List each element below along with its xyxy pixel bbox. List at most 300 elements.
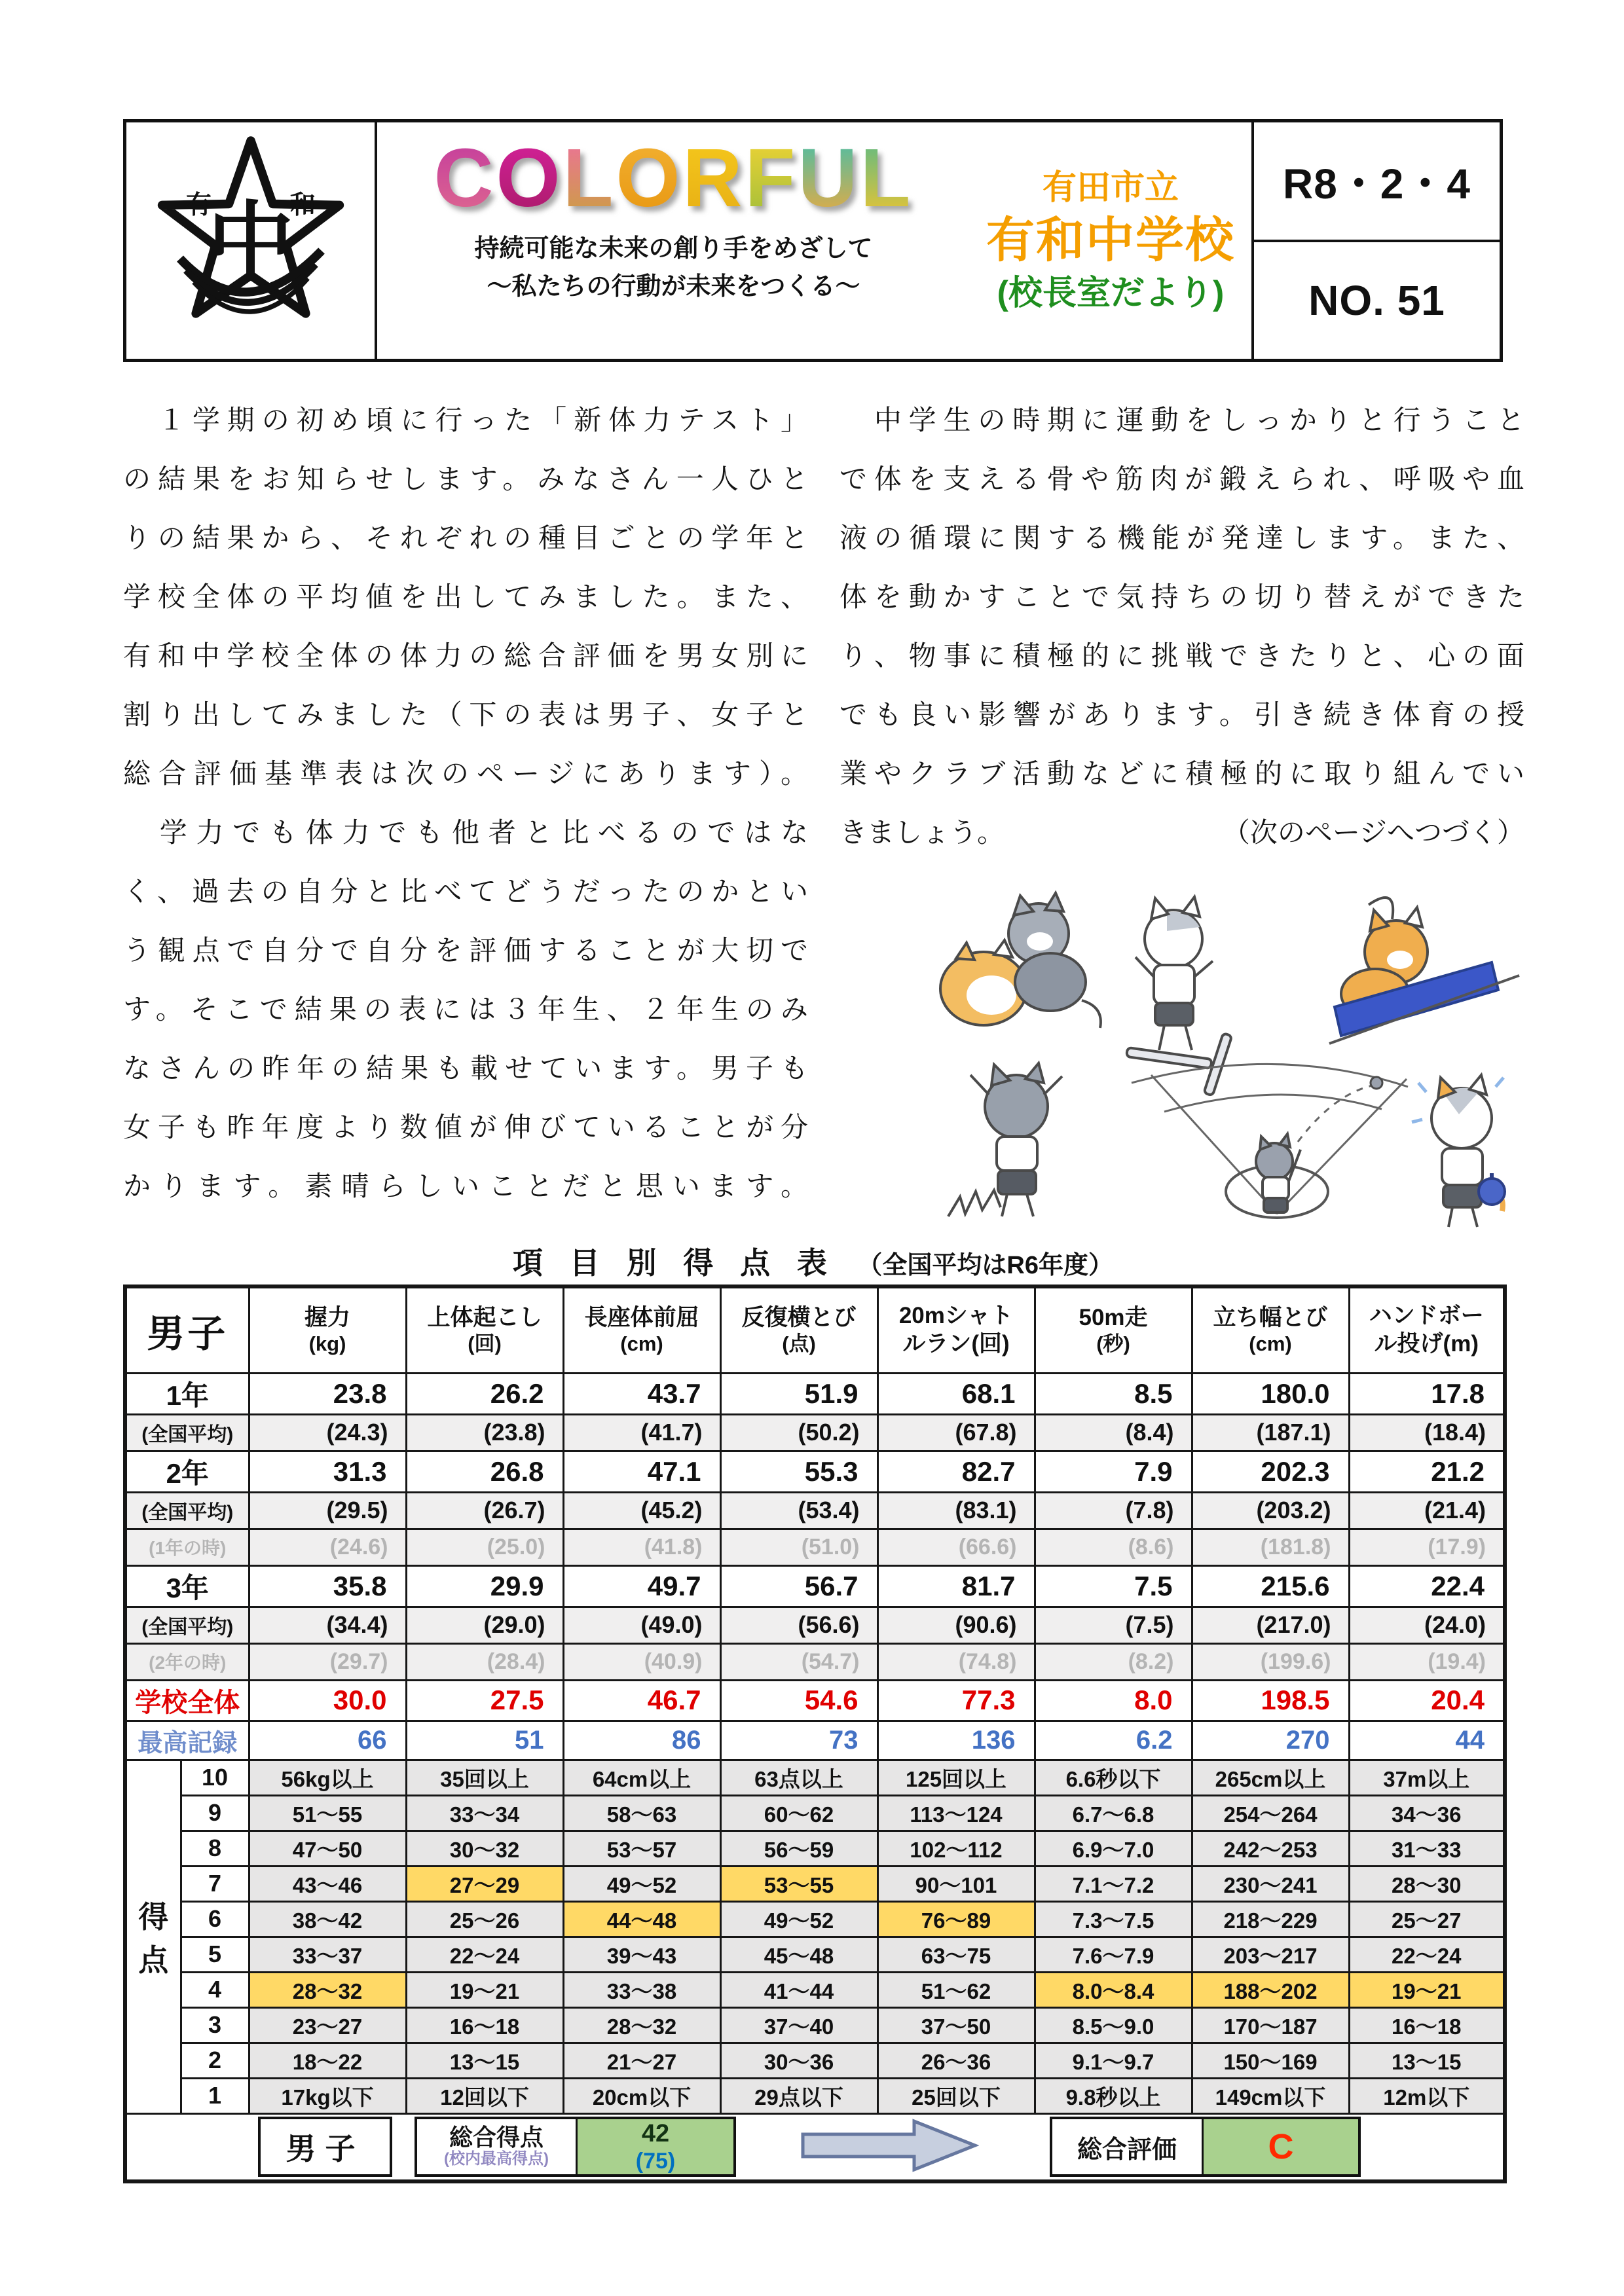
score-range-cell: 7.3～7.5 — [1035, 1901, 1192, 1937]
article-line: り、物事に積極的に挑戦できたりと、心の面 — [840, 642, 1524, 672]
score-table — [123, 1285, 1507, 2183]
score-range-cell: 27～29 — [406, 1866, 563, 1901]
result-cell: 7.5 — [1035, 1565, 1192, 1607]
masthead — [123, 119, 1503, 362]
result-cell: (56.6) — [720, 1607, 877, 1643]
overall-grade: C — [1202, 2119, 1358, 2174]
result-cell: 23.8 — [249, 1373, 406, 1414]
score-range-cell: 90～101 — [877, 1866, 1035, 1901]
result-cell: (83.1) — [877, 1492, 1035, 1529]
score-range-cell: 21～27 — [563, 2043, 720, 2078]
score-section-label — [125, 1760, 181, 2113]
result-cell: 46.7 — [563, 1680, 720, 1721]
result-cell: 21.2 — [1349, 1451, 1505, 1492]
score-range-cell: 38～42 — [249, 1901, 406, 1937]
score-range-cell: 49～52 — [720, 1901, 877, 1937]
result-cell: (24.3) — [249, 1414, 406, 1451]
summary-score-box — [415, 2117, 736, 2177]
result-cell: (21.4) — [1349, 1492, 1505, 1529]
score-range-cell: 203～217 — [1192, 1937, 1349, 1972]
school-name: 有和中学校 — [986, 213, 1235, 268]
result-cell: 43.7 — [563, 1373, 720, 1414]
result-cell: 86 — [563, 1721, 720, 1760]
column-header-unit: (cm) — [620, 1332, 663, 1356]
result-cell: 82.7 — [877, 1451, 1035, 1492]
result-cell: (23.8) — [406, 1414, 563, 1451]
score-range-cell: 60～62 — [720, 1795, 877, 1831]
column-header-name: ハンドボー — [1369, 1303, 1484, 1329]
score-range-cell: 37～40 — [720, 2007, 877, 2043]
column-header — [1035, 1286, 1192, 1373]
column-header-name: 反復横とび — [741, 1304, 857, 1330]
column-header — [720, 1286, 877, 1373]
result-cell: (45.2) — [563, 1492, 720, 1529]
row-label: 3年 — [125, 1565, 249, 1607]
row-label: (全国平均) — [125, 1414, 249, 1451]
column-header-name: 立ち幅とび — [1213, 1304, 1328, 1330]
score-range-cell: 17kg以下 — [249, 2078, 406, 2113]
score-range-cell: 242～253 — [1192, 1831, 1349, 1866]
row-label: 学校全体 — [125, 1680, 249, 1721]
score-value: 2 — [181, 2043, 249, 2078]
title-letter: L — [860, 132, 913, 224]
result-cell: (24.0) — [1349, 1607, 1505, 1643]
column-header — [1349, 1286, 1505, 1373]
continue-note: （次のページへつづく） — [1222, 818, 1524, 848]
result-cell: 49.7 — [563, 1565, 720, 1607]
article-line: の結果をお知らせします。みなさん一人ひと — [123, 465, 808, 495]
score-row — [125, 2078, 1505, 2113]
star-logo-icon — [149, 133, 352, 349]
score-range-cell: 30～32 — [406, 1831, 563, 1866]
article-right-column — [840, 392, 1524, 863]
score-range-cell: 39～43 — [563, 1937, 720, 1972]
row-label: 1年 — [125, 1373, 249, 1414]
table-title: 項 目 別 得 点 表 — [513, 1246, 836, 1280]
article-line: １学期の初め頃に行った「新体力テスト」 — [123, 406, 808, 436]
row-label: (全国平均) — [125, 1607, 249, 1643]
score-range-cell: 6.7～6.8 — [1035, 1795, 1192, 1831]
score-range-cell: 230～241 — [1192, 1866, 1349, 1901]
title-letter: R — [682, 132, 745, 224]
result-cell: 202.3 — [1192, 1451, 1349, 1492]
article-line: 中学生の時期に運動をしっかりと行うこと — [840, 406, 1524, 436]
newsletter-title-block — [377, 122, 970, 359]
result-cell: (51.0) — [720, 1529, 877, 1565]
column-header-name: 握力 — [304, 1304, 351, 1330]
column-header-unit: ル投げ(m) — [1374, 1330, 1479, 1357]
score-row — [125, 1795, 1505, 1831]
result-cell: (217.0) — [1192, 1607, 1349, 1643]
result-cell: (66.6) — [877, 1529, 1035, 1565]
article-line: う観点で自分で自分を評価することが大切で — [123, 936, 808, 966]
slogan — [474, 230, 872, 307]
right-arrow-icon — [799, 2117, 979, 2177]
title-letter: C — [434, 132, 496, 224]
result-cell: (199.6) — [1192, 1643, 1349, 1680]
score-value: 9 — [181, 1795, 249, 1831]
result-row — [125, 1721, 1505, 1760]
score-range-cell: 41～44 — [720, 1972, 877, 2007]
result-cell: (29.5) — [249, 1492, 406, 1529]
article-line: 業やクラブ活動などに積極的に取り組んでい — [840, 759, 1524, 790]
result-cell: (28.4) — [406, 1643, 563, 1680]
score-range-cell: 33～38 — [563, 1972, 720, 2007]
result-cell: (17.9) — [1349, 1529, 1505, 1565]
score-range-cell: 28～32 — [249, 1972, 406, 2007]
result-row — [125, 1607, 1505, 1643]
result-cell: 54.6 — [720, 1680, 877, 1721]
score-row — [125, 1972, 1505, 2007]
column-header-name: 上体起こし — [427, 1304, 542, 1330]
result-cell: (8.2) — [1035, 1643, 1192, 1680]
result-cell: (8.4) — [1035, 1414, 1192, 1451]
result-row — [125, 1451, 1505, 1492]
score-range-cell: 51～62 — [877, 1972, 1035, 2007]
logo-char-right: 和 — [289, 191, 316, 219]
score-value: 8 — [181, 1831, 249, 1866]
score-range-cell: 8.0～8.4 — [1035, 1972, 1192, 2007]
score-range-cell: 8.5～9.0 — [1035, 2007, 1192, 2043]
result-cell: 66 — [249, 1721, 406, 1760]
column-header-unit: (秒) — [1096, 1332, 1130, 1356]
score-range-cell: 35回以上 — [406, 1760, 563, 1795]
score-range-cell: 188～202 — [1192, 1972, 1349, 2007]
article-line: 液の循環に関する機能が発達します。また、 — [840, 524, 1524, 554]
result-cell: (25.0) — [406, 1529, 563, 1565]
result-cell: (8.6) — [1035, 1529, 1192, 1565]
result-cell: 22.4 — [1349, 1565, 1505, 1607]
score-range-cell: 43～46 — [249, 1866, 406, 1901]
score-row — [125, 1937, 1505, 1972]
score-range-cell: 56kg以上 — [249, 1760, 406, 1795]
score-table-body — [125, 1286, 1505, 2181]
article-line — [840, 804, 1524, 863]
summary-score-value — [576, 2119, 733, 2174]
score-row — [125, 2007, 1505, 2043]
result-row — [125, 1373, 1505, 1414]
score-range-cell: 6.9～7.0 — [1035, 1831, 1192, 1866]
result-cell: 68.1 — [877, 1373, 1035, 1414]
column-header-name: 50m走 — [1079, 1304, 1148, 1330]
newsletter-title — [434, 126, 913, 230]
column-header-name: 長座体前屈 — [584, 1304, 699, 1330]
result-cell: 81.7 — [877, 1565, 1035, 1607]
score-range-cell: 7.6～7.9 — [1035, 1937, 1192, 1972]
office-note: (校長室だより) — [997, 274, 1225, 312]
score-range-cell: 18～22 — [249, 2043, 406, 2078]
result-cell: (40.9) — [563, 1643, 720, 1680]
article-line-text: きましょう。 — [840, 818, 1005, 848]
article-line: かります。素晴らしいことだと思います。 — [123, 1172, 808, 1202]
column-header-unit: (回) — [468, 1332, 502, 1356]
score-range-cell: 102～112 — [877, 1831, 1035, 1866]
score-value: 10 — [181, 1760, 249, 1795]
score-range-cell: 22～24 — [1349, 1937, 1505, 1972]
row-label: (全国平均) — [125, 1492, 249, 1529]
score-row — [125, 1760, 1505, 1795]
table-title-row — [123, 1239, 1503, 1283]
result-cell: 20.4 — [1349, 1680, 1505, 1721]
row-label: 2年 — [125, 1451, 249, 1492]
result-cell: 30.0 — [249, 1680, 406, 1721]
score-range-cell: 33～34 — [406, 1795, 563, 1831]
result-cell: 8.5 — [1035, 1373, 1192, 1414]
result-cell: (26.7) — [406, 1492, 563, 1529]
article-line: りの結果から、それぞれの種目ごとの学年と — [123, 524, 808, 554]
result-cell: 6.2 — [1035, 1721, 1192, 1760]
article-line: 有和中学校全体の体力の総合評価を男女別に — [123, 642, 808, 672]
score-range-cell: 64cm以上 — [563, 1760, 720, 1795]
result-cell: 73 — [720, 1721, 877, 1760]
result-cell: (24.6) — [249, 1529, 406, 1565]
result-cell: (34.4) — [249, 1607, 406, 1643]
score-range-cell: 29点以下 — [720, 2078, 877, 2113]
column-header — [877, 1286, 1035, 1373]
summary-eval-title: 総合評価 — [1052, 2119, 1202, 2174]
result-row — [125, 1643, 1505, 1680]
result-cell: 180.0 — [1192, 1373, 1349, 1414]
result-cell: 56.7 — [720, 1565, 877, 1607]
summary-score-subtitle: (校内最高得点) — [444, 2149, 549, 2168]
score-section-char: 得 — [138, 1900, 169, 1934]
summary-cell — [125, 2113, 1505, 2181]
score-range-cell: 25～27 — [1349, 1901, 1505, 1937]
result-cell: (18.4) — [1349, 1414, 1505, 1451]
score-range-cell: 19～21 — [1349, 1972, 1505, 2007]
summary-score-label — [417, 2119, 576, 2174]
score-range-cell: 23～27 — [249, 2007, 406, 2043]
article-line: で体を支える骨や筋肉が鍛えられ、呼吸や血 — [840, 465, 1524, 495]
column-header-unit: (点) — [782, 1332, 816, 1356]
summary-row — [125, 2113, 1505, 2181]
result-cell: 7.9 — [1035, 1451, 1192, 1492]
article-line: す。そこで結果の表には３年生、２年生のみ — [123, 995, 808, 1025]
score-range-cell: 44～48 — [563, 1901, 720, 1937]
logo-char-center: 中 — [207, 194, 294, 291]
summary-eval-box — [1050, 2117, 1361, 2177]
result-row — [125, 1680, 1505, 1721]
result-cell: (29.0) — [406, 1607, 563, 1643]
result-cell: (41.8) — [563, 1529, 720, 1565]
column-header — [406, 1286, 563, 1373]
score-range-cell: 51～55 — [249, 1795, 406, 1831]
table-title-note: （全国平均はR6年度） — [857, 1252, 1113, 1279]
result-cell: (90.6) — [877, 1607, 1035, 1643]
score-range-cell: 150～169 — [1192, 2043, 1349, 2078]
total-score: 42 — [641, 2119, 670, 2147]
score-range-cell: 265cm以上 — [1192, 1760, 1349, 1795]
result-cell: (187.1) — [1192, 1414, 1349, 1451]
result-cell: (29.7) — [249, 1643, 406, 1680]
score-section-label-chars — [127, 1854, 180, 2019]
score-range-cell: 6.6秒以下 — [1035, 1760, 1192, 1795]
result-cell: 55.3 — [720, 1451, 877, 1492]
title-letter: L — [563, 132, 616, 224]
result-row — [125, 1529, 1505, 1565]
summary-group-label: 男子 — [258, 2117, 392, 2177]
score-value: 5 — [181, 1937, 249, 1972]
score-range-cell: 63～75 — [877, 1937, 1035, 1972]
result-cell: 17.8 — [1349, 1373, 1505, 1414]
score-range-cell: 12回以下 — [406, 2078, 563, 2113]
column-header-unit: (kg) — [308, 1332, 346, 1356]
column-header-name: 20mシャト — [898, 1303, 1014, 1329]
score-range-cell: 19～21 — [406, 1972, 563, 2007]
score-range-cell: 113～124 — [877, 1795, 1035, 1831]
result-row — [125, 1492, 1505, 1529]
result-row — [125, 1565, 1505, 1607]
score-value: 4 — [181, 1972, 249, 2007]
score-row — [125, 1831, 1505, 1866]
result-cell: 215.6 — [1192, 1565, 1349, 1607]
article-line: でも良い影響があります。引き続き体育の授 — [840, 701, 1524, 731]
row-label: (1年の時) — [125, 1529, 249, 1565]
column-header — [563, 1286, 720, 1373]
article-line: 体を動かすことで気持ちの切り替えができた — [840, 583, 1524, 613]
result-cell: (54.7) — [720, 1643, 877, 1680]
column-header — [249, 1286, 406, 1373]
score-range-cell: 63点以上 — [720, 1760, 877, 1795]
article-line: 女子も昨年度より数値が伸びていることが分 — [123, 1113, 808, 1143]
score-range-cell: 25回以下 — [877, 2078, 1035, 2113]
score-range-cell: 45～48 — [720, 1937, 877, 1972]
score-range-cell: 254～264 — [1192, 1795, 1349, 1831]
score-range-cell: 20cm以下 — [563, 2078, 720, 2113]
score-range-cell: 28～30 — [1349, 1866, 1505, 1901]
score-range-cell: 22～24 — [406, 1937, 563, 1972]
score-range-cell: 53～57 — [563, 1831, 720, 1866]
title-letter: O — [616, 132, 683, 224]
score-range-cell: 25～26 — [406, 1901, 563, 1937]
article-line: なさんの昨年の結果も載せています。男子も — [123, 1054, 808, 1084]
score-value: 1 — [181, 2078, 249, 2113]
summary-flex — [127, 2115, 1503, 2180]
logo-char-left: 有 — [185, 191, 212, 219]
score-row — [125, 1866, 1505, 1901]
result-cell: 136 — [877, 1721, 1035, 1760]
score-value: 7 — [181, 1866, 249, 1901]
score-range-cell: 170～187 — [1192, 2007, 1349, 2043]
summary-score-title: 総合得点 — [449, 2123, 544, 2151]
result-cell: 35.8 — [249, 1565, 406, 1607]
column-header — [1192, 1286, 1349, 1373]
result-cell: 31.3 — [249, 1451, 406, 1492]
score-range-cell: 125回以上 — [877, 1760, 1035, 1795]
row-label: (2年の時) — [125, 1643, 249, 1680]
result-cell: 27.5 — [406, 1680, 563, 1721]
column-header-unit: (cm) — [1249, 1332, 1292, 1356]
score-range-cell: 76～89 — [877, 1901, 1035, 1937]
score-range-cell: 49～52 — [563, 1866, 720, 1901]
table-header-row — [125, 1286, 1505, 1373]
article-line: 割り出してみました（下の表は男子、女子と — [123, 701, 808, 731]
article-line: く、過去の自分と比べてどうだったのかとい — [123, 877, 808, 907]
score-value: 3 — [181, 2007, 249, 2043]
score-section-char: 点 — [138, 1943, 169, 1977]
result-cell: (181.8) — [1192, 1529, 1349, 1565]
result-cell: 26.2 — [406, 1373, 563, 1414]
result-cell: (7.8) — [1035, 1492, 1192, 1529]
score-range-cell: 26～36 — [877, 2043, 1035, 2078]
result-cell: (50.2) — [720, 1414, 877, 1451]
school-logo — [126, 122, 377, 359]
result-cell: 26.8 — [406, 1451, 563, 1492]
corner-cell-group-label: 男子 — [125, 1286, 249, 1373]
score-range-cell: 149cm以下 — [1192, 2078, 1349, 2113]
result-cell: (53.4) — [720, 1492, 877, 1529]
school-name-block — [970, 122, 1251, 359]
result-cell: 44 — [1349, 1721, 1505, 1760]
score-range-cell: 30～36 — [720, 2043, 877, 2078]
score-range-cell: 218～229 — [1192, 1901, 1349, 1937]
article-left-column — [123, 392, 808, 1216]
row-label: 最高記録 — [125, 1721, 249, 1760]
slogan-line2: ～私たちの行動が未来をつくる～ — [487, 273, 860, 301]
result-cell: (41.7) — [563, 1414, 720, 1451]
score-range-cell: 53～55 — [720, 1866, 877, 1901]
score-range-cell: 28～32 — [563, 2007, 720, 2043]
result-cell: (67.8) — [877, 1414, 1035, 1451]
result-cell: (74.8) — [877, 1643, 1035, 1680]
result-cell: 198.5 — [1192, 1680, 1349, 1721]
score-range-cell: 13～15 — [1349, 2043, 1505, 2078]
score-range-cell: 34～36 — [1349, 1795, 1505, 1831]
score-row — [125, 2043, 1505, 2078]
score-range-cell: 37～50 — [877, 2007, 1035, 2043]
result-cell: (19.4) — [1349, 1643, 1505, 1680]
score-range-cell: 16～18 — [1349, 2007, 1505, 2043]
score-range-cell: 58～63 — [563, 1795, 720, 1831]
result-cell: 8.0 — [1035, 1680, 1192, 1721]
score-range-cell: 56～59 — [720, 1831, 877, 1866]
school-best-score: (75) — [635, 2148, 676, 2174]
result-row — [125, 1414, 1505, 1451]
score-value: 6 — [181, 1901, 249, 1937]
result-cell: 51.9 — [720, 1373, 877, 1414]
score-range-cell: 7.1～7.2 — [1035, 1866, 1192, 1901]
school-city: 有田市立 — [1042, 168, 1179, 207]
score-range-cell: 12m以下 — [1349, 2078, 1505, 2113]
article-line: 学力でも体力でも他者と比べるのではな — [123, 818, 808, 848]
score-range-cell: 9.1～9.7 — [1035, 2043, 1192, 2078]
result-cell: 29.9 — [406, 1565, 563, 1607]
score-range-cell: 33～37 — [249, 1937, 406, 1972]
slogan-line1: 持続可能な未来の創り手をめざして — [474, 234, 873, 263]
score-range-cell: 9.8秒以上 — [1035, 2078, 1192, 2113]
result-cell: (203.2) — [1192, 1492, 1349, 1529]
issue-box — [1251, 122, 1500, 359]
title-letter: U — [798, 132, 860, 224]
score-range-cell: 13～15 — [406, 2043, 563, 2078]
score-range-cell: 37m以上 — [1349, 1760, 1505, 1795]
issue-date: R8・2・4 — [1254, 122, 1500, 242]
result-cell: 77.3 — [877, 1680, 1035, 1721]
result-cell: (7.5) — [1035, 1607, 1192, 1643]
article-line: 学校全体の平均値を出してみました。また、 — [123, 583, 808, 613]
title-letter: F — [745, 132, 798, 224]
article-line: 総合評価基準表は次のページにあります）。 — [123, 759, 808, 790]
score-range-cell: 16～18 — [406, 2007, 563, 2043]
column-header-unit: ルラン(回) — [902, 1330, 1010, 1357]
fitness-cats-illustration — [910, 879, 1526, 1232]
score-row — [125, 1901, 1505, 1937]
masthead-middle — [377, 122, 1251, 359]
result-cell: (49.0) — [563, 1607, 720, 1643]
score-range-cell: 31～33 — [1349, 1831, 1505, 1866]
score-range-cell: 47～50 — [249, 1831, 406, 1866]
issue-number: NO. 51 — [1308, 276, 1445, 324]
